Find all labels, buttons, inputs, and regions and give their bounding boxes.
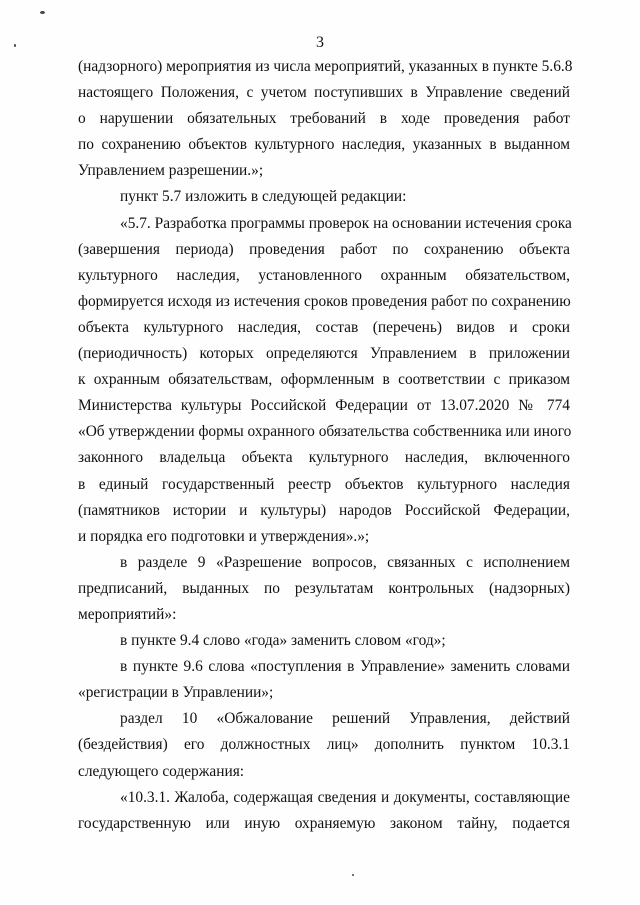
- text-line: раздел 10 «Обжалование решений Управления, действий: [120, 710, 570, 728]
- text-line: предписаний, выданных по результатам контрольных (надзорных): [78, 579, 570, 597]
- text-line: в разделе 9 «Разрешение вопросов, связанных с исполнением: [120, 553, 570, 571]
- text-line: (бездействия) его должностных лиц» дополнить пунктом 10.3.1: [78, 736, 570, 754]
- text-line: (памятников истории и культуры) народов Российской Федерации,: [78, 501, 570, 519]
- text-line: пункт 5.7 изложить в следующей редакции:: [120, 188, 407, 206]
- document-body: [78, 54, 573, 837]
- text-line: «5.7. Разработка программы проверок на основании истечения срока: [120, 214, 572, 232]
- text-line: о нарушении обязательных требований в ходе проведения работ: [78, 110, 570, 128]
- text-line: «Об утверждении формы охранного обязательства собственника или иного: [78, 423, 572, 441]
- page-number: 3: [316, 34, 324, 51]
- text-line: законного владельца объекта культурного наследия, включенного: [78, 449, 570, 467]
- text-line: мероприятий»:: [78, 605, 177, 623]
- text-line: следующего содержания:: [78, 762, 245, 780]
- text-line: Министерства культуры Российской Федерации от 13.07.2020 № 774: [78, 397, 570, 415]
- text-line: «регистрации в Управлении»;: [78, 684, 274, 702]
- text-line: к охранным обязательствам, оформленным в соответствии с приказом: [78, 371, 570, 389]
- text-line: «10.3.1. Жалоба, содержащая сведения и документы, составляющие: [120, 788, 570, 806]
- text-line: (завершения периода) проведения работ по сохранению объекта: [78, 240, 570, 258]
- text-line: настоящего Положения, с учетом поступивших в Управление сведений: [78, 84, 570, 102]
- text-line: в пункте 9.4 слово «года» заменить словом «год»;: [120, 632, 446, 650]
- text-line: в пункте 9.6 слова «поступления в Управление» заменить словами: [120, 658, 570, 676]
- text-line: государственную или иную охраняемую законом тайну, подается: [78, 814, 570, 832]
- text-line: по сохранению объектов культурного наследия, указанных в выданном: [78, 136, 570, 154]
- scan-speck: [40, 11, 45, 14]
- scan-speck: [352, 874, 354, 876]
- text-line: (периодичность) которых определяются Управлением в приложении: [78, 345, 570, 363]
- text-line: в единый государственный реестр объектов культурного наследия: [78, 475, 570, 493]
- text-line: Управлением разрешении.»;: [78, 162, 264, 180]
- text-line: и порядка его подготовки и утверждения».»;: [78, 527, 370, 545]
- text-line: культурного наследия, установленного охранным обязательством,: [78, 266, 570, 284]
- text-line: объекта культурного наследия, состав (перечень) видов и сроки: [78, 318, 570, 336]
- text-line: (надзорного) мероприятия из числа мероприятий, указанных в пункте 5.6.8: [78, 58, 573, 75]
- text-line: формируется исходя из истечения сроков проведения работ по сохранению: [78, 292, 571, 310]
